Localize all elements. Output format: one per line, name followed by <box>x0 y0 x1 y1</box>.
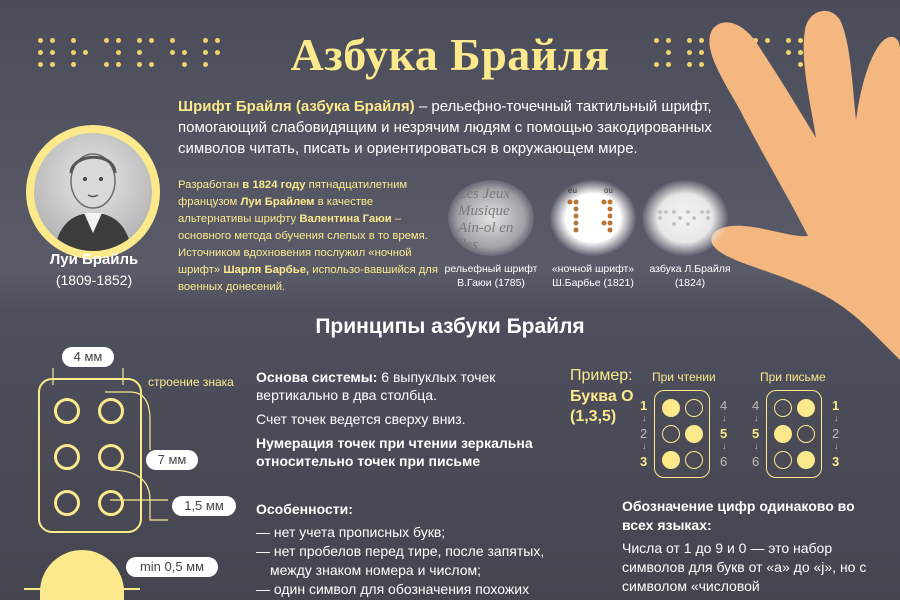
writing-dot-empty <box>774 451 792 469</box>
digits-text: Числа от 1 до 9 и 0 — это набор символов для букв от «а» до «j», но с символом «числовой <box>622 540 867 594</box>
braille-dot <box>54 398 80 424</box>
writing-num-3: 3 <box>832 454 840 469</box>
reading-num-4: 4 <box>720 398 728 413</box>
arrow-down-icon: ↓ <box>754 413 759 423</box>
sample-barbier-eu: eu <box>568 186 577 195</box>
example-letter-dots: (1,3,5) <box>570 408 617 425</box>
writing-num-5: 5 <box>752 426 760 441</box>
reading-dot-empty <box>662 425 680 443</box>
writing-num-1: 1 <box>832 398 840 413</box>
example-label: Пример: <box>570 367 633 384</box>
reading-cell-group <box>640 388 740 478</box>
sample-barbier <box>550 180 636 256</box>
history-part: пятнадцатилетним французом <box>178 179 408 208</box>
reading-cell <box>654 390 710 478</box>
principles-text <box>256 368 556 476</box>
sign-width-label: 4 мм <box>62 347 114 367</box>
writing-dot-filled <box>797 399 815 417</box>
sign-height-label: 7 мм <box>146 450 198 470</box>
reading-num-6: 6 <box>720 454 728 469</box>
intro-rest: – рельефно-точечный тактильный шрифт, помогающий слабовидящим и незрячим людям с помощью закодированных символов читать, писать и ориентироваться в окружающем мире. <box>178 98 712 157</box>
feature-item: — нет пробелов перед тире, после запятых, между знаком номера и числом; <box>256 543 545 578</box>
dot-profile-base <box>24 588 140 590</box>
features-title: Особенности: <box>256 501 353 517</box>
principle-count: Счет точек ведется сверху вниз. <box>256 411 466 427</box>
person-name: Луи Брайль <box>49 251 139 268</box>
sign-structure-label: строение знака <box>148 375 234 389</box>
sample-barbier-ou: ou <box>604 186 613 195</box>
sample-haui <box>448 180 534 256</box>
writing-cell-group <box>752 388 852 478</box>
history-bold: Шарля Барбье, <box>223 264 310 276</box>
section-title: Принципы азбуки Брайля <box>315 315 585 338</box>
braille-cell-diagram <box>38 378 142 533</box>
sample-haui-text: Les Jeux Musique Ain-ol en des <box>458 186 514 253</box>
principle-basis-bold: Основа системы: <box>256 369 378 385</box>
arrow-down-icon: ↓ <box>754 441 759 451</box>
braille-dots-icon <box>642 180 728 256</box>
sample-braille-caption: азбука Л.Брайля (1824) <box>649 263 731 289</box>
digits-title: Обозначение цифр одинаково во всех языках: <box>622 498 855 533</box>
arrow-down-icon: ↓ <box>722 441 727 451</box>
reading-dot-empty <box>685 451 703 469</box>
writing-dot-filled <box>774 425 792 443</box>
history-part: Разработан <box>178 179 243 191</box>
features-block <box>256 500 576 599</box>
history-bold: в 1824 году <box>242 179 306 191</box>
example-letter <box>570 387 634 427</box>
braille-dot <box>98 398 124 424</box>
sample-braille <box>642 180 728 256</box>
reading-dot-filled <box>662 451 680 469</box>
history-bold: Луи Брайлем <box>240 196 315 208</box>
reading-dot-filled <box>685 425 703 443</box>
reading-num-1: 1 <box>640 398 648 413</box>
example-letter-name: Буква О <box>570 388 634 405</box>
writing-num-2: 2 <box>832 426 840 441</box>
arrow-down-icon: ↓ <box>642 441 647 451</box>
reading-num-3: 3 <box>640 454 648 469</box>
writing-dot-empty <box>774 399 792 417</box>
sample-barbier-caption: «ночной шрифт» Ш.Барбье (1821) <box>551 263 635 289</box>
braille-dot <box>98 490 124 516</box>
history-part: использо-вавшийся для военных донесений. <box>178 264 438 293</box>
arrow-down-icon: ↓ <box>722 413 727 423</box>
writing-dot-empty <box>797 425 815 443</box>
arrow-down-icon: ↓ <box>834 413 839 423</box>
arrow-down-icon: ↓ <box>642 413 647 423</box>
writing-num-4: 4 <box>752 398 760 413</box>
page-title: Азбука Брайля <box>290 29 610 80</box>
digits-block <box>622 497 882 596</box>
writing-num-6: 6 <box>752 454 760 469</box>
writing-cell <box>766 390 822 478</box>
history-part: в качестве альтернативы шрифту <box>178 196 374 225</box>
principle-basis <box>256 368 556 404</box>
braille-dot <box>54 490 80 516</box>
person-years: (1809-1852) <box>55 272 133 288</box>
reading-num-2: 2 <box>640 426 648 441</box>
barbier-dots-icon <box>550 180 636 256</box>
intro-text <box>178 96 738 159</box>
reading-num-5: 5 <box>720 426 728 441</box>
history-bold: Валентина Гаюи <box>299 213 392 225</box>
braille-dot <box>54 444 80 470</box>
braille-dot <box>98 444 124 470</box>
history-part: – основного метода обучения слепых в то время. Источником вдохновения послужил «ночной шрифт» <box>178 213 428 276</box>
writing-dot-filled <box>797 451 815 469</box>
principle-mirror: Нумерация точек при чтении зеркальна относительно точек при письме <box>256 435 533 469</box>
principle-basis-rest: 6 выпуклых точек вертикально в два столбца. <box>256 369 496 403</box>
feature-item: — один символ для обозначения похожих <box>256 581 530 597</box>
reading-dot-empty <box>685 399 703 417</box>
dot-size-label: min 0,5 мм <box>126 557 218 577</box>
feature-item: — нет учета прописных букв; <box>256 524 446 540</box>
writing-title: При письме <box>760 370 826 384</box>
arrow-down-icon: ↓ <box>834 441 839 451</box>
sample-haui-caption: рельефный шрифт В.Гаюи (1785) <box>444 263 538 289</box>
reading-title: При чтении <box>652 370 716 384</box>
sign-gap-label: 1,5 мм <box>172 496 236 516</box>
reading-dot-filled <box>662 399 680 417</box>
intro-lead: Шрифт Брайля (азбука Брайля) <box>178 98 415 115</box>
